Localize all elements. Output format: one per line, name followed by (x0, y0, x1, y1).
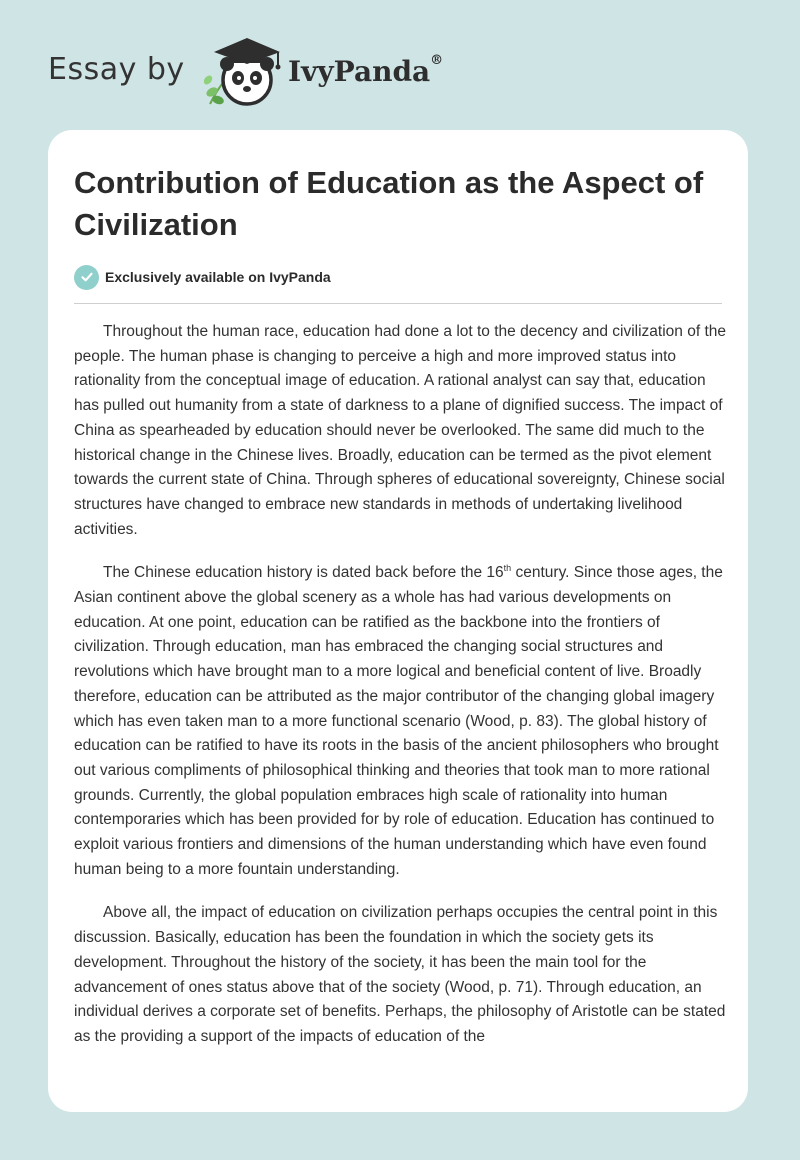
check-circle-icon (74, 265, 99, 290)
superscript: th (503, 563, 512, 574)
essay-title: Contribution of Education as the Aspect of Civilization (74, 165, 704, 242)
panda-graduate-icon (200, 34, 284, 110)
brand-header[interactable] (48, 34, 508, 110)
brand-name: IvyPanda® (288, 53, 444, 88)
paragraph: The Chinese education history is dated back before the 16th century. Since those ages, the Asian continent above the global scenery as a whole has had various developments on education. At one point, education can be ratified as the backbone into the frontiers of civilization. Through education, man has embraced the changing social structures and revolutions which have brought man to a more logical and beneficial content of live. Broadly therefore, education can be attributed as the major contributor of the changing global imagery which has even taken man to a more functional scenario (Wood, p. 83). The global history of education can be ratified to have its roots in the basis of the ancient philosophers who brought out various compliments of philosophical thinking and theories that took man to more rational grounds. Currently, the global population embraces high scale of rationality into human contemporaries which has been provided for by role of education. Education has continued to exploit various frontiers and dimensions of the human understanding which have even found human being to a more fountain understanding. (74, 563, 723, 878)
divider (74, 303, 722, 304)
brand-prefix: Essay by (48, 52, 185, 87)
paragraph: Throughout the human race, education had done a lot to the decency and civilization of the people. The human phase is changing to perceive a high and more improved status into rationality from the conceptual image of education. A rational analyst can say that, education has pulled out humanity from a state of darkness to a plane of dignified success. The impact of China as spearheaded by education should never be overlooked. The same did much to the historical change in the Chinese lives. Broadly, education can be termed as the pivot element towards the current state of China. Through spheres of educational sovereignty, Chinese social structures have changed to embrace new standards in methods of undertaking livelihood activities. (74, 323, 727, 538)
paragraph: Above all, the impact of education on civilization perhaps occupies the central point in this discussion. Basically, education has been the foundation in which the society gets its development. Throughout the history of the society, it has been the main tool for the advancement of ones status above that of the society (Wood, p. 71). Through education, an individual derives a corporate set of benefits. Perhaps, the philosophy of Aristotle can be stated as the providing a support of the impacts of education of the (74, 904, 726, 1045)
essay-card (48, 130, 748, 1112)
registered-mark: ® (430, 53, 444, 68)
badge-text: Exclusively available on IvyPanda (105, 269, 331, 285)
essay-body (74, 320, 726, 1069)
exclusive-badge (74, 264, 331, 290)
